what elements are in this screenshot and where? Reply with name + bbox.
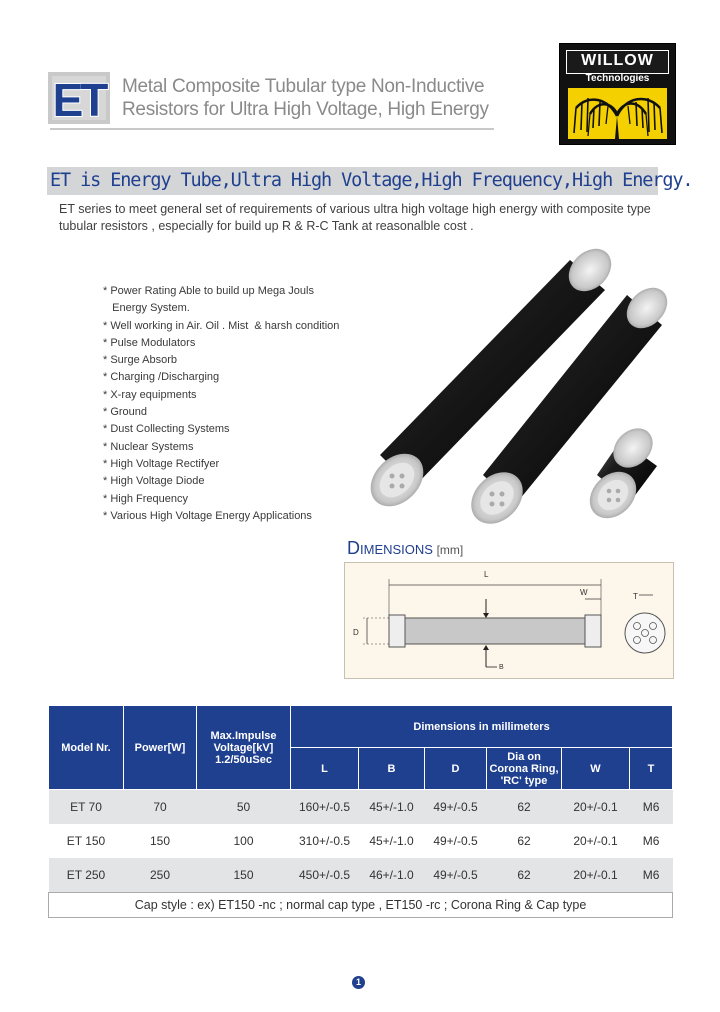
cell-model: ET 150 <box>49 824 124 858</box>
col-dimensions-group: Dimensions in millimeters <box>291 706 673 748</box>
feature-item: * Nuclear Systems <box>103 440 194 453</box>
cell-d: 49+/-0.5 <box>425 858 487 893</box>
col-B: B <box>359 748 425 790</box>
cap-style-footnote: Cap style : ex) ET150 -nc ; normal cap type , ET150 -rc ; Corona Ring & Cap type <box>49 893 673 918</box>
cell-impulse: 50 <box>197 790 291 825</box>
col-impulse <box>197 706 291 790</box>
cell-impulse: 150 <box>197 858 291 893</box>
feature-item: * Surge Absorb <box>103 354 177 367</box>
intro-line-2: tubular resistors , especially for build up R & R-C Tank at reasonalble cost . <box>59 219 474 233</box>
col-L: L <box>291 748 359 790</box>
cell-impulse: 100 <box>197 824 291 858</box>
header-title-line-2: Resistors for Ultra High Voltage, High Energy <box>122 99 489 120</box>
cell-l: 310+/-0.5 <box>291 824 359 858</box>
cell-model: ET 70 <box>49 790 124 825</box>
cell-b: 46+/-1.0 <box>359 858 425 893</box>
col-impulse-line-3: 1.2/50uSec <box>215 753 272 766</box>
table-row <box>49 790 673 825</box>
cell-dia: 62 <box>487 824 562 858</box>
col-W: W <box>562 748 630 790</box>
dim-label-T: T <box>633 592 638 601</box>
feature-item: * X-ray equipments <box>103 388 197 401</box>
cell-power: 70 <box>124 790 197 825</box>
brand-subtitle: Technologies <box>585 73 650 84</box>
tube-short <box>580 420 660 527</box>
dim-label-D: D <box>353 628 359 637</box>
col-dia-line-1: Dia on <box>507 750 541 763</box>
col-D: D <box>425 748 487 790</box>
dimensions-title-rest: IMENSIONS <box>360 542 433 557</box>
intro-line-1: ET series to meet general set of requirements of various ultra high voltage high energy with composite type <box>59 202 651 216</box>
col-dia-line-3: 'RC' type <box>500 774 548 787</box>
cell-dia: 62 <box>487 858 562 893</box>
header-divider <box>50 128 494 130</box>
header-title-line-1: Metal Composite Tubular type Non-Inductive <box>122 76 485 97</box>
cell-power: 250 <box>124 858 197 893</box>
specification-rows <box>49 790 673 893</box>
cell-t: M6 <box>630 824 673 858</box>
dim-label-B: B <box>499 664 504 671</box>
cell-w: 20+/-0.1 <box>562 824 630 858</box>
feature-item: * Various High Voltage Energy Applications <box>103 509 312 522</box>
cell-power: 150 <box>124 824 197 858</box>
feature-item: * Ground <box>103 406 148 419</box>
feature-item: * Power Rating Able to build up Mega Jouls Energy System. <box>103 285 314 315</box>
feature-list <box>103 283 403 525</box>
title-text: ET is Energy Tube,Ultra High Voltage,High Frequency,High Energy. <box>50 170 693 191</box>
specification-table <box>48 705 673 918</box>
willow-tree-icon <box>568 88 667 139</box>
page-number: 1 <box>352 976 365 989</box>
cell-b: 45+/-1.0 <box>359 824 425 858</box>
dimension-diagram <box>344 562 674 679</box>
et-series-logo <box>48 72 110 124</box>
resistor-tubes-image <box>365 240 670 530</box>
feature-item: * Charging /Discharging <box>103 371 220 384</box>
cell-l: 450+/-0.5 <box>291 858 359 893</box>
cell-l: 160+/-0.5 <box>291 790 359 825</box>
feature-item: * Pulse Modulators <box>103 336 196 349</box>
cell-d: 49+/-0.5 <box>425 790 487 825</box>
col-T: T <box>630 748 673 790</box>
svg-text:ET: ET <box>52 74 106 124</box>
dimensions-title <box>347 538 463 559</box>
dim-label-W: W <box>580 588 588 597</box>
feature-item: * Dust Collecting Systems <box>103 423 230 436</box>
col-model: Model Nr. <box>49 706 124 790</box>
willow-logo <box>559 43 676 145</box>
cell-t: M6 <box>630 858 673 893</box>
col-dia <box>487 748 562 790</box>
feature-item: * High Voltage Diode <box>103 475 205 488</box>
cell-t: M6 <box>630 790 673 825</box>
col-impulse-line-1: Max.Impulse <box>210 729 277 742</box>
cell-model: ET 250 <box>49 858 124 893</box>
cell-w: 20+/-0.1 <box>562 858 630 893</box>
col-power: Power[W] <box>124 706 197 790</box>
brand-name: WILLOW <box>566 50 669 74</box>
table-row <box>49 858 673 893</box>
dimensions-title-initial: D <box>347 538 360 558</box>
dim-label-L: L <box>484 570 489 579</box>
feature-item: * High Frequency <box>103 492 188 505</box>
col-dia-line-2: Corona Ring, <box>489 762 559 775</box>
cell-w: 20+/-0.1 <box>562 790 630 825</box>
cell-d: 49+/-0.5 <box>425 824 487 858</box>
cell-dia: 62 <box>487 790 562 825</box>
feature-item: * High Voltage Rectifyer <box>103 457 220 470</box>
cell-b: 45+/-1.0 <box>359 790 425 825</box>
col-impulse-line-2: Voltage[kV] <box>213 741 274 754</box>
table-row <box>49 824 673 858</box>
feature-item: * Well working in Air. Oil . Mist & harsh condition <box>103 319 340 332</box>
dimensions-unit: [mm] <box>436 543 464 557</box>
